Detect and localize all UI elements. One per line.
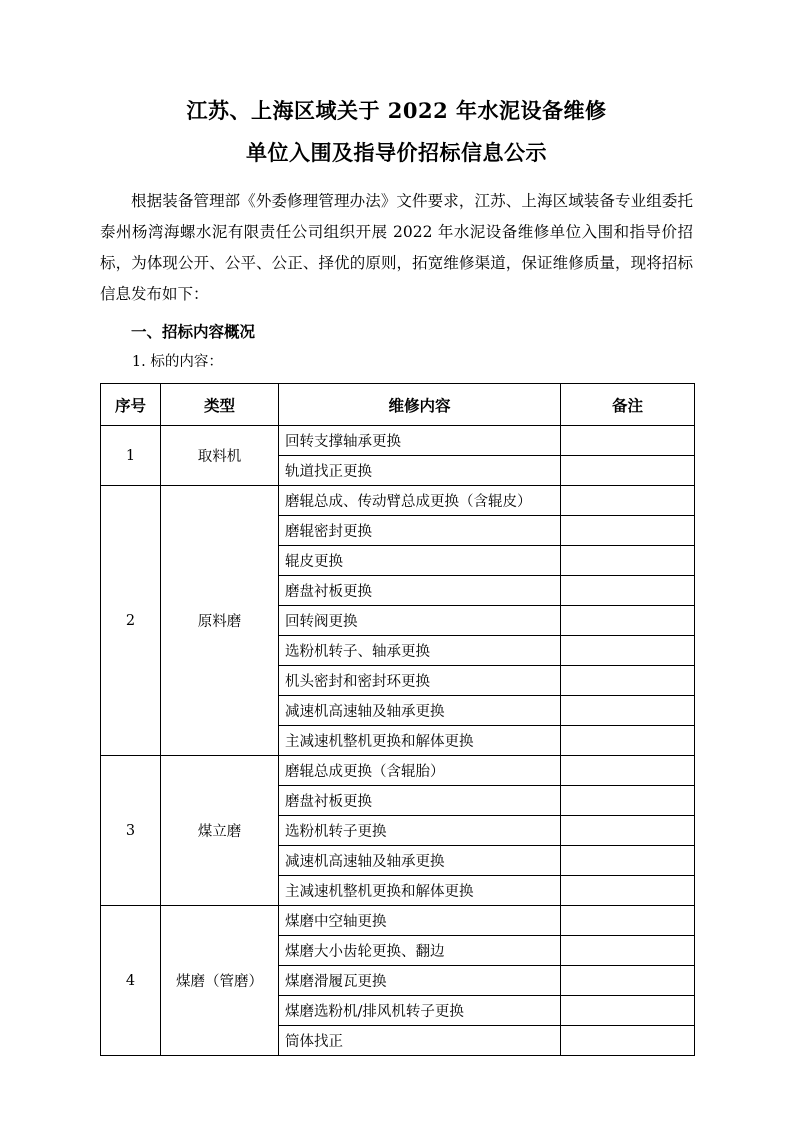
row-remark: [561, 576, 695, 606]
row-remark: [561, 426, 695, 456]
row-remark: [561, 546, 695, 576]
row-item: 煤磨选粉机/排风机转子更换: [279, 996, 561, 1026]
row-item: 筒体找正: [279, 1026, 561, 1056]
row-item: 选粉机转子更换: [279, 816, 561, 846]
table-row: [101, 756, 695, 786]
row-remark: [561, 816, 695, 846]
row-item: 减速机高速轴及轴承更换: [279, 846, 561, 876]
row-remark: [561, 756, 695, 786]
table-row: [101, 426, 695, 456]
row-remark: [561, 786, 695, 816]
page-title: [100, 90, 693, 174]
row-remark: [561, 606, 695, 636]
row-item: 磨辊总成更换（含辊胎）: [279, 756, 561, 786]
row-item: 机头密封和密封环更换: [279, 666, 561, 696]
row-no: 1: [101, 426, 161, 486]
row-remark: [561, 696, 695, 726]
row-item: 主减速机整机更换和解体更换: [279, 726, 561, 756]
row-item: 回转阀更换: [279, 606, 561, 636]
row-remark: [561, 726, 695, 756]
row-item: 轨道找正更换: [279, 456, 561, 486]
row-item: 磨辊总成、传动臂总成更换（含辊皮）: [279, 486, 561, 516]
table-body: [101, 426, 695, 1056]
row-remark: [561, 966, 695, 996]
row-item: 磨盘衬板更换: [279, 786, 561, 816]
row-remark: [561, 936, 695, 966]
row-item: 回转支撑轴承更换: [279, 426, 561, 456]
page-title-line-1: 江苏、上海区域关于 2022 年水泥设备维修: [186, 98, 607, 123]
page-title-line-2: 单位入围及指导价招标信息公示: [246, 140, 547, 165]
row-remark: [561, 636, 695, 666]
row-remark: [561, 486, 695, 516]
row-item: 煤磨中空轴更换: [279, 906, 561, 936]
row-remark: [561, 876, 695, 906]
table-header-item: 维修内容: [279, 384, 561, 426]
row-remark: [561, 456, 695, 486]
row-remark: [561, 666, 695, 696]
sub-heading: 1. 标的内容：: [131, 354, 223, 370]
row-item: 辊皮更换: [279, 546, 561, 576]
row-type: 原料磨: [161, 486, 279, 756]
row-item: 煤磨滑履瓦更换: [279, 966, 561, 996]
row-item: 减速机高速轴及轴承更换: [279, 696, 561, 726]
row-no: 4: [101, 906, 161, 1056]
table-head: [101, 384, 695, 426]
table-row: [101, 906, 695, 936]
row-remark: [561, 516, 695, 546]
row-remark: [561, 846, 695, 876]
table-row: [101, 486, 695, 516]
row-no: 2: [101, 486, 161, 756]
row-type: 煤磨（管磨）: [161, 906, 279, 1056]
row-remark: [561, 1026, 695, 1056]
section-heading: 一、招标内容概况: [131, 322, 256, 341]
row-item: 煤磨大小齿轮更换、翻边: [279, 936, 561, 966]
bid-content-table: [100, 383, 695, 1056]
table-header-row: [101, 384, 695, 426]
table-header-type: 类型: [161, 384, 279, 426]
row-item: 主减速机整机更换和解体更换: [279, 876, 561, 906]
row-item: 选粉机转子、轴承更换: [279, 636, 561, 666]
intro-paragraph: 根据装备管理部《外委修理管理办法》文件要求，江苏、上海区域装备专业组委托泰州杨湾海螺水泥有限责任公司组织开展 2022 年水泥设备维修单位入围和指导价招标，为体现公开、公平、公正、择优的原则，拓宽维修渠道，保证维修质量，现将招标信息发布如下：: [100, 192, 693, 303]
row-no: 3: [101, 756, 161, 906]
table-header-remark: 备注: [561, 384, 695, 426]
row-item: 磨盘衬板更换: [279, 576, 561, 606]
row-type: 煤立磨: [161, 756, 279, 906]
row-type: 取料机: [161, 426, 279, 486]
table-header-no: 序号: [101, 384, 161, 426]
row-remark: [561, 906, 695, 936]
row-item: 磨辊密封更换: [279, 516, 561, 546]
row-remark: [561, 996, 695, 1026]
